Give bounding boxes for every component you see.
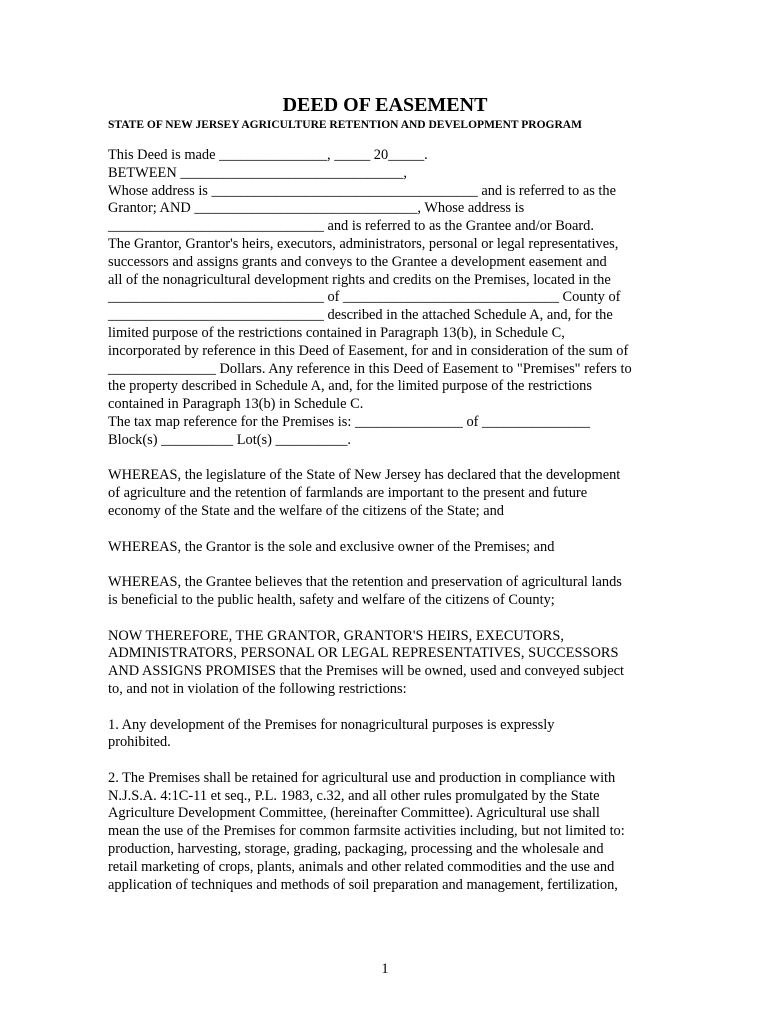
text-line: The tax map reference for the Premises is: _______________ of _______________ — [108, 413, 590, 430]
text-line: This Deed is made _______________, _____ 20_____. — [108, 147, 428, 163]
text-line: 2. The Premises shall be retained for agricultural use and production in compliance with — [108, 769, 616, 786]
whereas-paragraph-1 — [108, 467, 668, 520]
text-line: limited purpose of the restrictions contained in Paragraph 13(b), in Schedule C, — [108, 324, 565, 341]
whereas-paragraph-3 — [108, 574, 668, 610]
text-line: ______________________________ of ______________________________ County of — [108, 289, 621, 306]
paragraph-gap — [108, 450, 668, 468]
text-line: prohibited. — [108, 734, 171, 751]
text-line: N.J.S.A. 4:1C-11 et seq., P.L. 1983, c.32, and all other rules promulgated by the State — [108, 787, 600, 804]
text-line: Grantor; AND _______________________________, Whose address is — [108, 200, 525, 217]
text-line: 1. Any development of the Premises for nonagricultural purposes is expressly — [108, 716, 555, 733]
text-line: Block(s) __________ Lot(s) __________. — [108, 431, 352, 448]
now-therefore-paragraph — [108, 628, 668, 699]
text-line: successors and assigns grants and conveys to the Grantee a development easement and — [108, 253, 607, 270]
text-line: production, harvesting, storage, grading, packaging, processing and the wholesale and — [108, 841, 604, 858]
text-line: BETWEEN _______________________________, — [108, 164, 407, 181]
text-line: all of the nonagricultural development rights and credits on the Premises, located in the — [108, 271, 611, 288]
text-line: to, and not in violation of the following restrictions: — [108, 680, 407, 697]
text-line: Agriculture Development Committee, (hereinafter Committee). Agricultural use shall — [108, 805, 600, 822]
page-number: 1 — [381, 961, 389, 977]
text-line: AND ASSIGNS PROMISES that the Premises will be owned, used and conveyed subject — [108, 663, 625, 680]
paragraph-gap — [108, 610, 668, 628]
text-line: contained in Paragraph 13(b) in Schedule C. — [108, 396, 364, 413]
text-line: ADMINISTRATORS, PERSONAL OR LEGAL REPRESENTATIVES, SUCCESSORS — [108, 645, 619, 662]
text-line: _______________ Dollars. Any reference in this Deed of Easement to "Premises" refers to — [108, 360, 632, 377]
text-line: The Grantor, Grantor's heirs, executors, administrators, personal or legal representatives, — [108, 235, 619, 252]
paragraph-gap — [108, 556, 668, 574]
text-line: NOW THEREFORE, THE GRANTOR, GRANTOR'S HEIRS, EXECUTORS, — [108, 627, 564, 644]
document-body — [108, 147, 668, 894]
restriction-item-2 — [108, 770, 668, 895]
paragraph-gap — [108, 699, 668, 717]
text-line: mean the use of the Premises for common farmsite activities including, but not limited to: — [108, 823, 625, 840]
text-line: WHEREAS, the Grantee believes that the retention and preservation of agricultural lands — [108, 574, 622, 591]
text-line: ______________________________ described in the attached Schedule A, and, for the — [108, 307, 613, 324]
whereas-paragraph-2 — [108, 539, 668, 557]
text-line: application of techniques and methods of soil preparation and management, fertilization, — [108, 876, 618, 893]
paragraph-gap — [108, 752, 668, 770]
text-line: economy of the State and the welfare of the citizens of the State; and — [108, 502, 504, 519]
text-line: incorporated by reference in this Deed of Easement, for and in consideration of the sum of — [108, 342, 629, 359]
document-title: DEED OF EASEMENT — [282, 94, 488, 116]
text-line: WHEREAS, the legislature of the State of New Jersey has declared that the development — [108, 467, 621, 484]
text-line: Whose address is _____________________________________ and is referred to as the — [108, 182, 616, 199]
intro-paragraph — [108, 147, 668, 450]
text-line: is beneficial to the public health, safety and welfare of the citizens of County; — [108, 591, 555, 608]
text-line: WHEREAS, the Grantor is the sole and exclusive owner of the Premises; and — [108, 538, 555, 555]
text-line: the property described in Schedule A, and, for the limited purpose of the restrictions — [108, 378, 592, 395]
text-line: ______________________________ and is referred to as the Grantee and/or Board. — [108, 218, 594, 235]
document-subtitle: STATE OF NEW JERSEY AGRICULTURE RETENTION AND DEVELOPMENT PROGRAM — [108, 119, 582, 131]
restriction-item-1 — [108, 717, 668, 753]
paragraph-gap — [108, 521, 668, 539]
text-line: of agriculture and the retention of farmlands are important to the present and future — [108, 485, 588, 502]
text-line: retail marketing of crops, plants, animals and other related commodities and the use and — [108, 858, 615, 875]
